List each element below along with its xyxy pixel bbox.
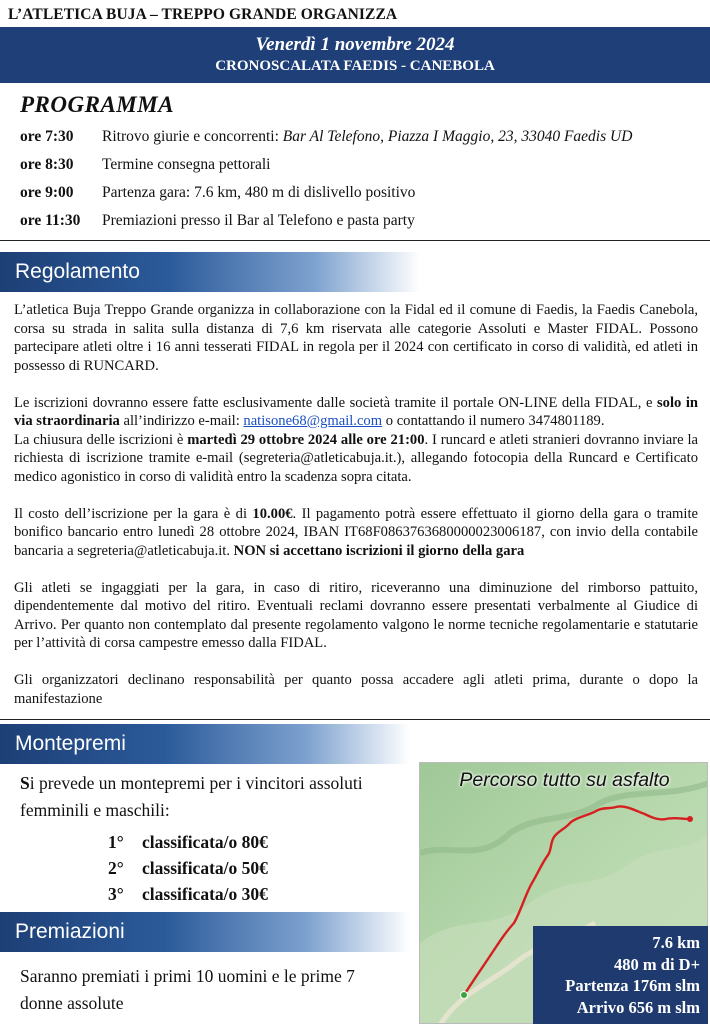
programma-desc: Termine consegna pettorali (102, 156, 271, 173)
programma-time: ore 7:30 (20, 128, 74, 145)
event-date: Venerdì 1 novembre 2024 (255, 34, 455, 55)
premiazioni-text: Saranno premiati i primi 10 uomini e le prime 7 donne assolute (20, 966, 355, 1013)
programma-desc: Premiazioni presso il Bar al Telefono e pasta party (102, 212, 415, 229)
divider (0, 719, 710, 720)
route-start: Partenza 176m slm (565, 976, 700, 995)
programma-desc: Partenza gara: 7.6 km, 480 m di dislivello positivo (102, 184, 416, 201)
montepremi-heading: Montepremi (0, 724, 410, 764)
prize-row: 2° classificata/o 50€ (108, 858, 268, 878)
regolamento-paragraph: Il costo dell’iscrizione per la gara è di 10.00€. Il pagamento potrà essere effettuato il giorno della gara o tramite bonifico bancario entro lunedì 28 ottobre 2024, IBAN IT68F0863763680000023006187, con invio della contabile bancaria a segreteria@atleticabuja.it. NON si accettano iscrizioni il giorno della gara (14, 505, 698, 559)
event-name: CRONOSCALATA FAEDIS - CANEBOLA (215, 58, 495, 74)
regolamento-paragraph: Gli organizzatori declinano responsabilità per quanto possa accadere agli atleti prima, durante o dopo la manifestazione (14, 672, 698, 707)
route-elevation: 480 m di D+ (614, 954, 700, 974)
prize-row: 1° classificata/o 80€ (108, 832, 268, 852)
finish-marker (687, 816, 693, 822)
route-finish: Arrivo 656 m slm (576, 997, 700, 1017)
route-distance: 7.6 km (652, 933, 700, 952)
montepremi-intro: Si prevede un montepremi per i vincitori assoluti femminili e maschili: (20, 773, 363, 820)
programma-title: PROGRAMMA (20, 92, 175, 117)
event-banner (0, 27, 710, 83)
programma-time: ore 8:30 (20, 156, 74, 173)
route-info-box (533, 926, 708, 1024)
regolamento-body (14, 301, 698, 727)
prize-row: 3° classificata/o 30€ (108, 884, 268, 904)
start-marker (461, 992, 468, 999)
programma-desc: Ritrovo giurie e concorrenti: Bar Al Telefono, Piazza I Maggio, 23, 33040 Faedis UD (102, 128, 633, 145)
divider (0, 240, 710, 241)
programma-time: ore 9:00 (20, 184, 74, 201)
programma-time: ore 11:30 (20, 212, 81, 229)
email-link[interactable]: natisone68@gmail.com (243, 413, 383, 429)
regolamento-heading: Regolamento (0, 252, 420, 292)
regolamento-paragraph: L’atletica Buja Treppo Grande organizza in collaborazione con la Fidal ed il comune di Faedis, la Faedis Canebola, corsa su strada in salita sulla distanza di 7,6 km riservata alle categorie Assoluti e Master FIDAL. Possono partecipare atleti oltre i 16 anni tesserati FIDAL in regola per il 2024 con certificato in corso di validità, ed atleti in possesso di RUNCARD. (14, 302, 698, 374)
regolamento-paragraph: Le iscrizioni dovranno essere fatte esclusivamente dalle società tramite il portale ON-LINE della FIDAL, e solo in via straordinaria all’indirizzo e-mail: natisone68@gmail.com o contattando il numero 3474801189. (14, 394, 698, 429)
route-map-title: Percorso tutto su asfalto (459, 769, 670, 791)
regolamento-paragraph: La chiusura delle iscrizioni è martedì 29 ottobre 2024 alle ore 21:00. I runcard e atleti stranieri dovranno inviare la richiesta di iscrizione tramite e-mail (segreteria@atleticabuja.it.), allegando fotocopia della Runcard e Certificato medico agonistico in corso di validità entro la scadenza sopra citata. (14, 431, 698, 485)
organizer-title: L’ATLETICA BUJA – TREPPO GRANDE ORGANIZZA (8, 6, 398, 23)
regolamento-paragraph: Gli atleti se ingaggiati per la gara, in caso di ritiro, riceveranno una diminuzione del rimborso pattuito, dipendentemente dal motivo del ritiro. Eventuali reclami dovranno essere presentati verbalmente al Giudice di Arrivo. Per quanto non contemplato dal presente regolamento valgono le norme tecniche regolamentarie e statutarie per l’attività di corsa campestre emesso dalla FIDAL. (14, 579, 698, 651)
premiazioni-heading: Premiazioni (0, 912, 410, 952)
